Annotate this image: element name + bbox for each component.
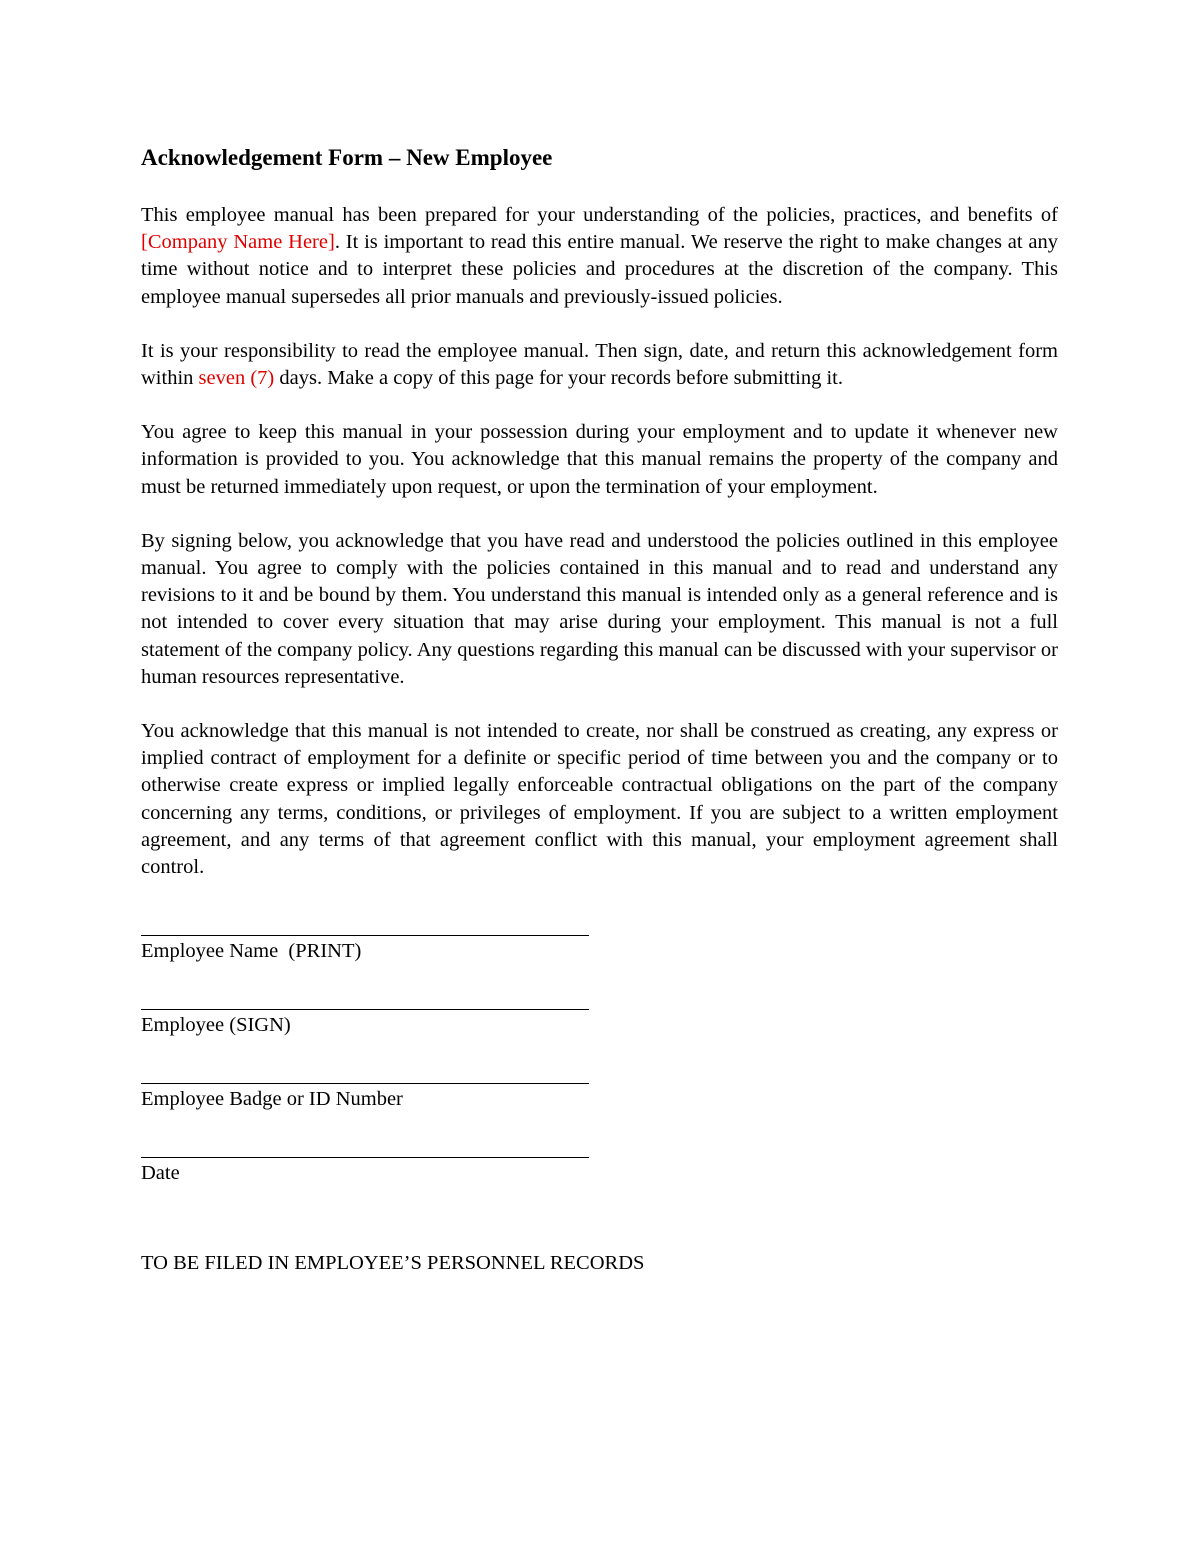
- date-line[interactable]: [141, 1157, 589, 1158]
- employee-signature-label: Employee (SIGN): [141, 1014, 291, 1037]
- employee-name-line[interactable]: [141, 935, 589, 936]
- company-name-placeholder: [Company Name Here]: [141, 231, 335, 254]
- employee-signature-field[interactable]: [141, 1009, 589, 1039]
- paragraph-responsibility: [141, 338, 1058, 392]
- paragraph-possession: You agree to keep this manual in your possession during your employment and to update it whenever new information is provided to you. You acknowledge that this manual remains the property of the company and must be returned immediately upon request, or upon the termination of your employment.: [141, 421, 1058, 498]
- filing-instruction: TO BE FILED IN EMPLOYEE’S PERSONNEL RECORDS: [141, 1252, 645, 1275]
- paragraph-responsibility-text-2: days. Make a copy of this page for your records before submitting it.: [274, 367, 843, 390]
- document-page: [141, 140, 1058, 1277]
- employee-badge-field[interactable]: [141, 1083, 589, 1113]
- paragraph-intro: [141, 202, 1058, 311]
- employee-name-field[interactable]: [141, 935, 589, 965]
- return-deadline: seven (7): [198, 367, 275, 390]
- employee-badge-line[interactable]: [141, 1083, 589, 1084]
- date-label: Date: [141, 1162, 180, 1185]
- employee-name-label: Employee Name (PRINT): [141, 940, 362, 963]
- paragraph-intro-text-1: This employee manual has been prepared for your understanding of the policies, practices, and benefits of: [141, 204, 1058, 226]
- employee-badge-label: Employee Badge or ID Number: [141, 1088, 403, 1111]
- paragraph-responsibility-text-1: It is your responsibility to read the employee manual. Then sign, date, and return this acknowledgement form within: [141, 339, 1058, 390]
- employee-signature-line[interactable]: [141, 1009, 589, 1010]
- document-title: Acknowledgement Form – New Employee: [141, 145, 553, 170]
- paragraph-intro-text-2: . It is important to read this entire manual. We reserve the right to make changes at any time without notice and to interpret these policies and procedures at the discretion of the company. This employee manual supersedes all prior manuals and previously-issued policies.: [141, 231, 1058, 308]
- paragraph-no-contract: You acknowledge that this manual is not intended to create, nor shall be construed as creating, any express or implied contract of employment for a definite or specific period of time between you and the company or to otherwise create express or implied legally enforceable contractual obligations on the part of the company concerning any terms, conditions, or privileges of employment. If you are subject to a written employment agreement, and any terms of that agreement conflict with this manual, your employment agreement shall control.: [141, 720, 1058, 879]
- paragraph-signing: By signing below, you acknowledge that you have read and understood the policies outlined in this employee manual. You agree to comply with the policies contained in this manual and to read and understand any revisions to it and be bound by them. You understand this manual is intended only as a general reference and is not intended to cover every situation that may arise during your employment. This manual is not a full statement of the company policy. Any questions regarding this manual can be discussed with your supervisor or human resources representative.: [141, 529, 1058, 688]
- date-field[interactable]: [141, 1157, 589, 1187]
- signature-block: [141, 935, 1058, 1187]
